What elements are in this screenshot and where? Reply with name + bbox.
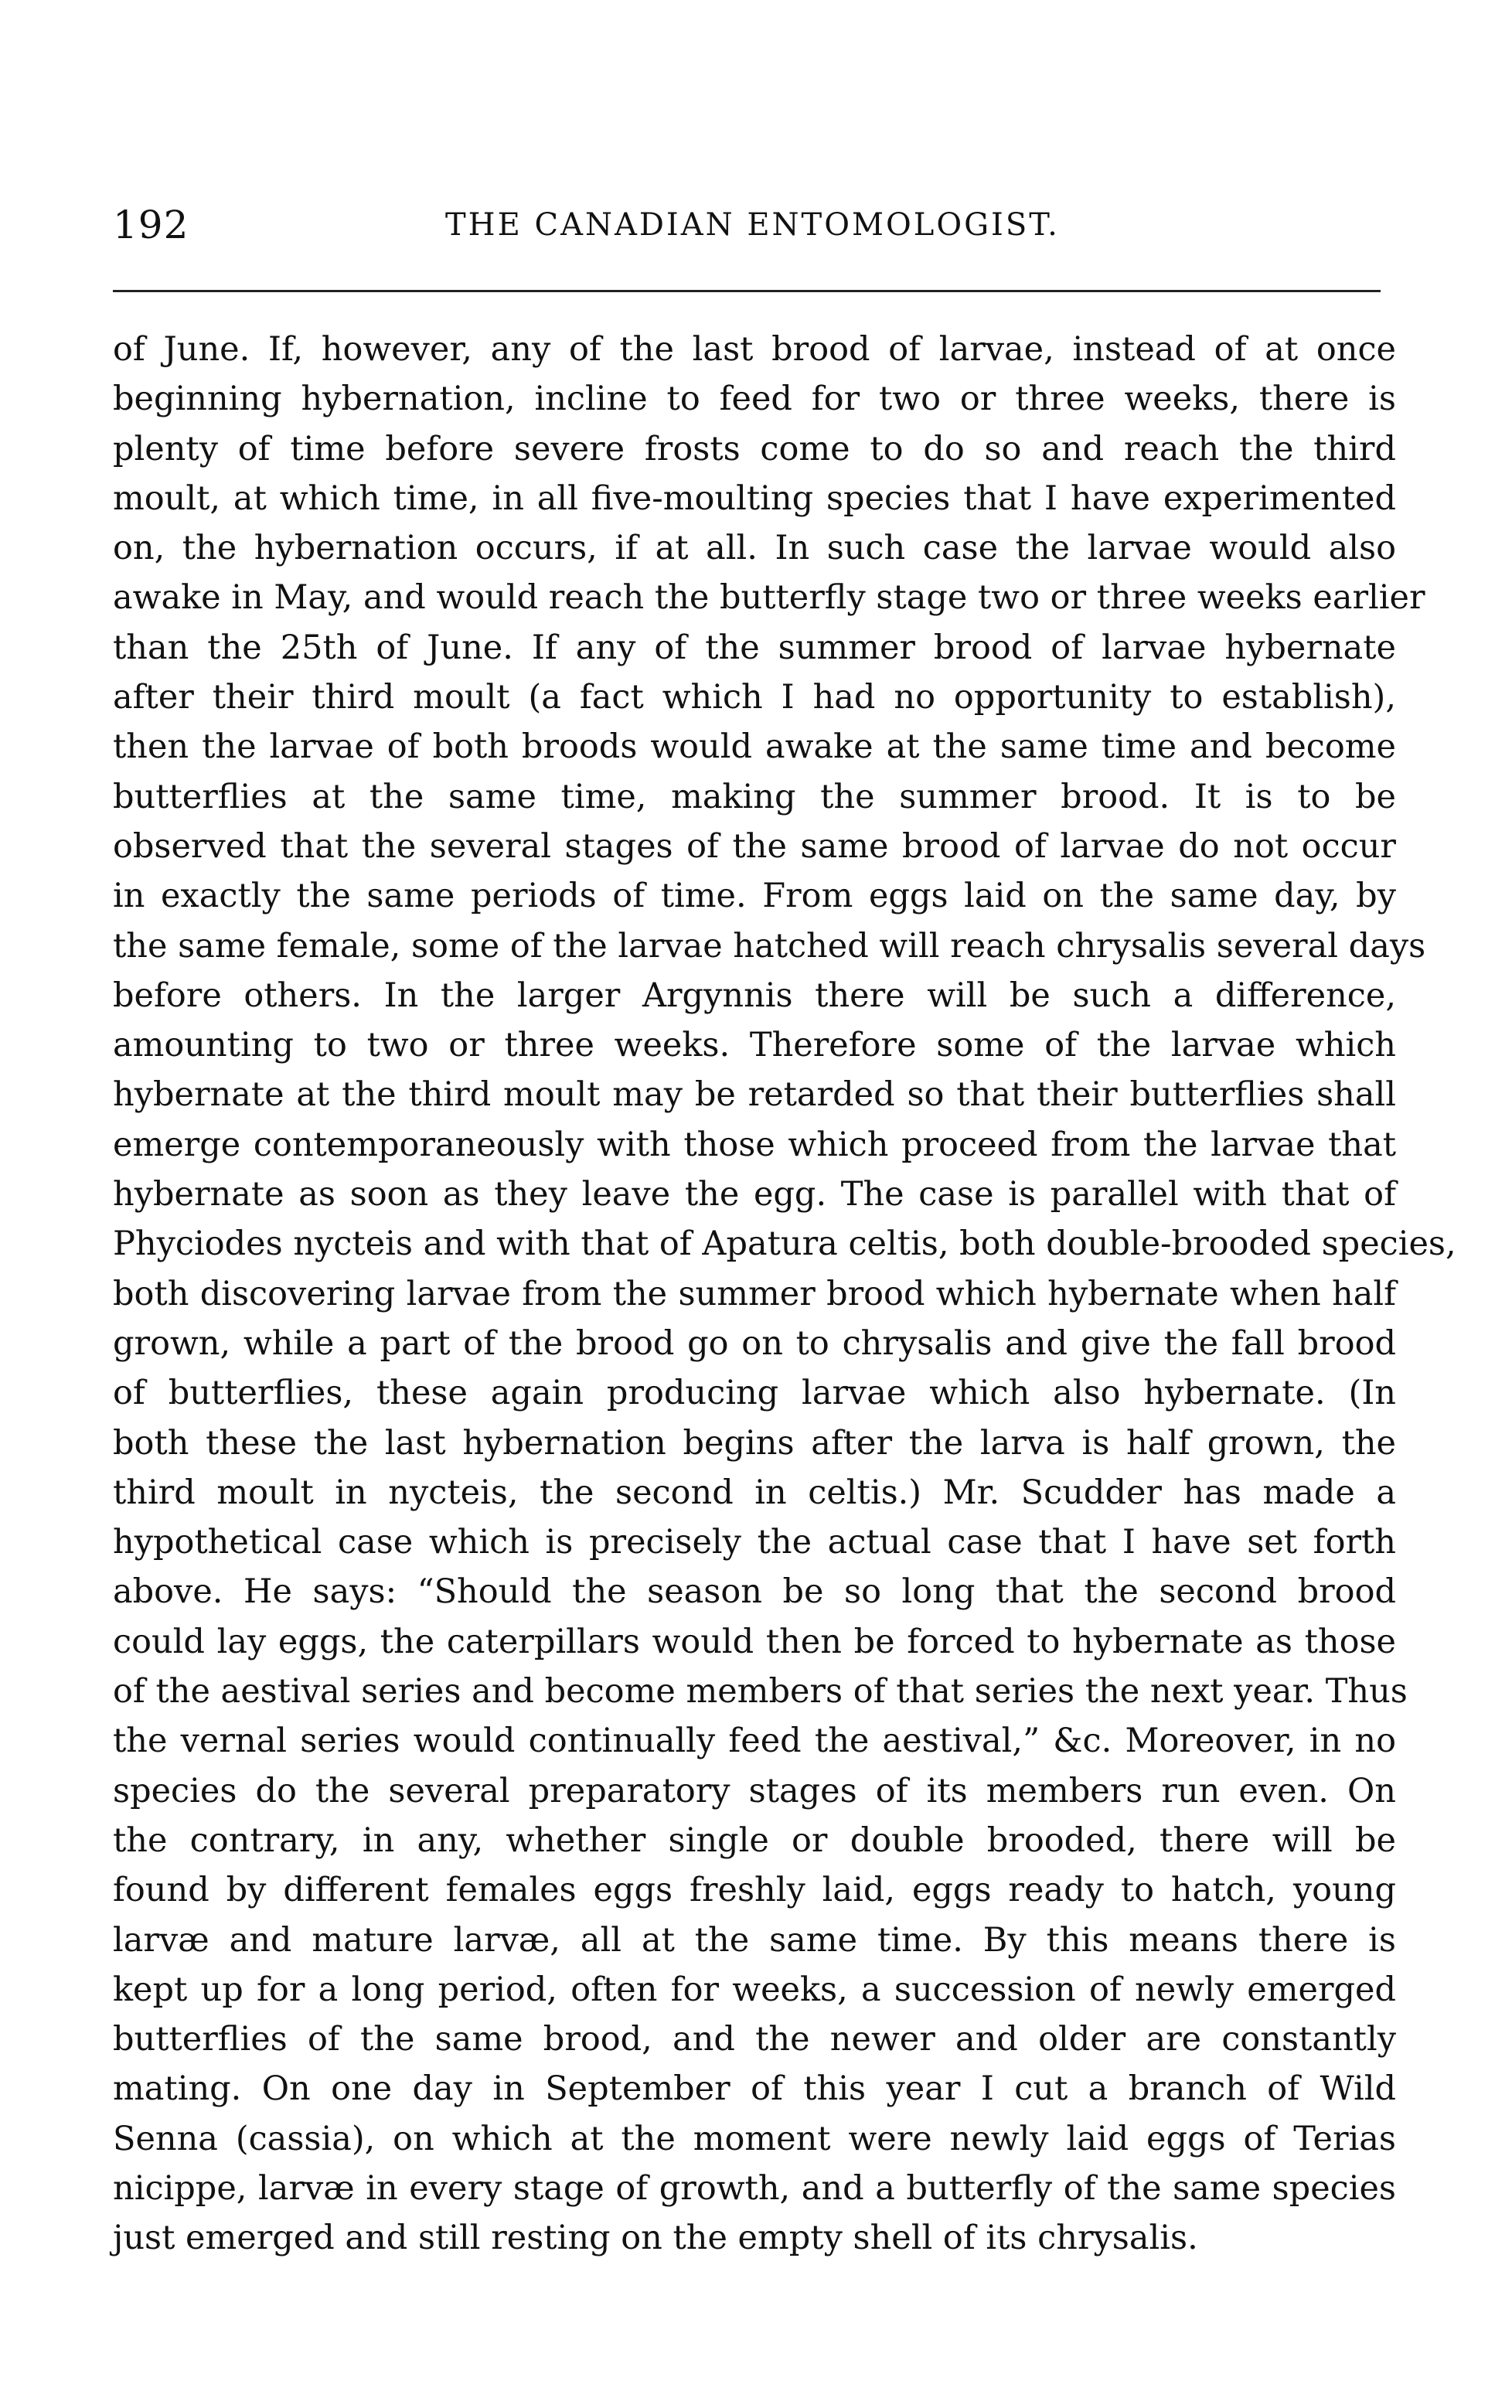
text-line: then the larvae of both broods would awake at the same time and become: [113, 727, 1396, 767]
text-line: observed that the several stages of the same brood of larvae do not occur: [113, 826, 1396, 866]
text-line: larvæ and mature larvæ, all at the same time. By this means there is: [113, 1920, 1396, 1960]
text-line: could lay eggs, the caterpillars would then be forced to hybernate as those: [113, 1622, 1396, 1661]
text-line: on, the hybernation occurs, if at all. In such case the larvae would also: [113, 529, 1396, 568]
text-line: in exactly the same periods of time. From eggs laid on the same day, by: [113, 877, 1396, 916]
text-line: kept up for a long period, often for weeks, a succession of newly emerged: [113, 1970, 1396, 2009]
text-line: of the aestival series and become members of that series the next year. Thus: [113, 1672, 1408, 1711]
text-line: than the 25th of June. If any of the summer brood of larvae hybernate: [113, 628, 1396, 667]
text-line: mating. On one day in September of this year I cut a branch of Wild: [113, 2069, 1396, 2109]
text-line: of June. If, however, any of the last brood of larvae, instead of at once: [113, 330, 1396, 369]
text-line: hybernate at the third moult may be retarded so that their butterflies shall: [113, 1075, 1396, 1115]
text-line: just emerged and still resting on the empty shell of its chrysalis.: [113, 2219, 1198, 2258]
text-line: found by different females eggs freshly laid, eggs ready to hatch, young: [113, 1871, 1396, 1910]
text-line: the vernal series would continually feed the aestival,” &c. Moreover, in no: [113, 1722, 1396, 1761]
text-line: of butterflies, these again producing larvae which also hybernate. (In: [113, 1374, 1396, 1413]
text-line: plenty of time before severe frosts come to do so and reach the third: [113, 429, 1396, 468]
header-rule: [113, 290, 1381, 292]
text-line: Phyciodes nycteis and with that of Apatura celtis, both double-brooded species,: [113, 1224, 1456, 1264]
page-number: 192: [113, 203, 189, 247]
text-line: nicippe, larvæ in every stage of growth, and a butterfly of the same species: [113, 2168, 1396, 2208]
text-line: Senna (cassia), on which at the moment were newly laid eggs of Terias: [113, 2119, 1396, 2158]
text-line: both these the last hybernation begins after the larva is half grown, the: [113, 1423, 1396, 1463]
text-line: third moult in nycteis, the second in celtis.) Mr. Scudder has made a: [113, 1473, 1396, 1512]
text-line: amounting to two or three weeks. Therefore some of the larvae which: [113, 1026, 1396, 1065]
text-line: awake in May, and would reach the butterfly stage two or three weeks earlier: [113, 578, 1425, 618]
text-line: before others. In the larger Argynnis there will be such a difference,: [113, 976, 1396, 1015]
page-header: [113, 203, 1381, 257]
text-line: grown, while a part of the brood go on to chrysalis and give the fall brood: [113, 1323, 1396, 1363]
text-line: species do the several preparatory stages of its members run even. On: [113, 1771, 1396, 1810]
text-line: moult, at which time, in all five-moulting species that I have experimented: [113, 479, 1396, 518]
text-line: butterflies of the same brood, and the newer and older are constantly: [113, 2020, 1396, 2059]
text-line: above. He says: “Should the season be so long that the second brood: [113, 1572, 1396, 1612]
text-line: the contrary, in any, whether single or double brooded, there will be: [113, 1820, 1396, 1860]
text-line: hybernate as soon as they leave the egg. The case is parallel with that of: [113, 1175, 1396, 1214]
text-line: after their third moult (a fact which I had no opportunity to establish),: [113, 678, 1396, 717]
text-line: the same female, some of the larvae hatched will reach chrysalis several days: [113, 926, 1426, 966]
text-line: emerge contemporaneously with those which proceed from the larvae that: [113, 1125, 1396, 1164]
text-line: beginning hybernation, incline to feed for two or three weeks, there is: [113, 380, 1396, 419]
text-line: both discovering larvae from the summer brood which hybernate when half: [113, 1274, 1396, 1313]
running-title: THE CANADIAN ENTOMOLOGIST.: [445, 207, 1060, 243]
text-line: butterflies at the same time, making the summer brood. It is to be: [113, 777, 1396, 816]
body-text: [113, 325, 1456, 2263]
text-line: hypothetical case which is precisely the actual case that I have set forth: [113, 1523, 1396, 1562]
